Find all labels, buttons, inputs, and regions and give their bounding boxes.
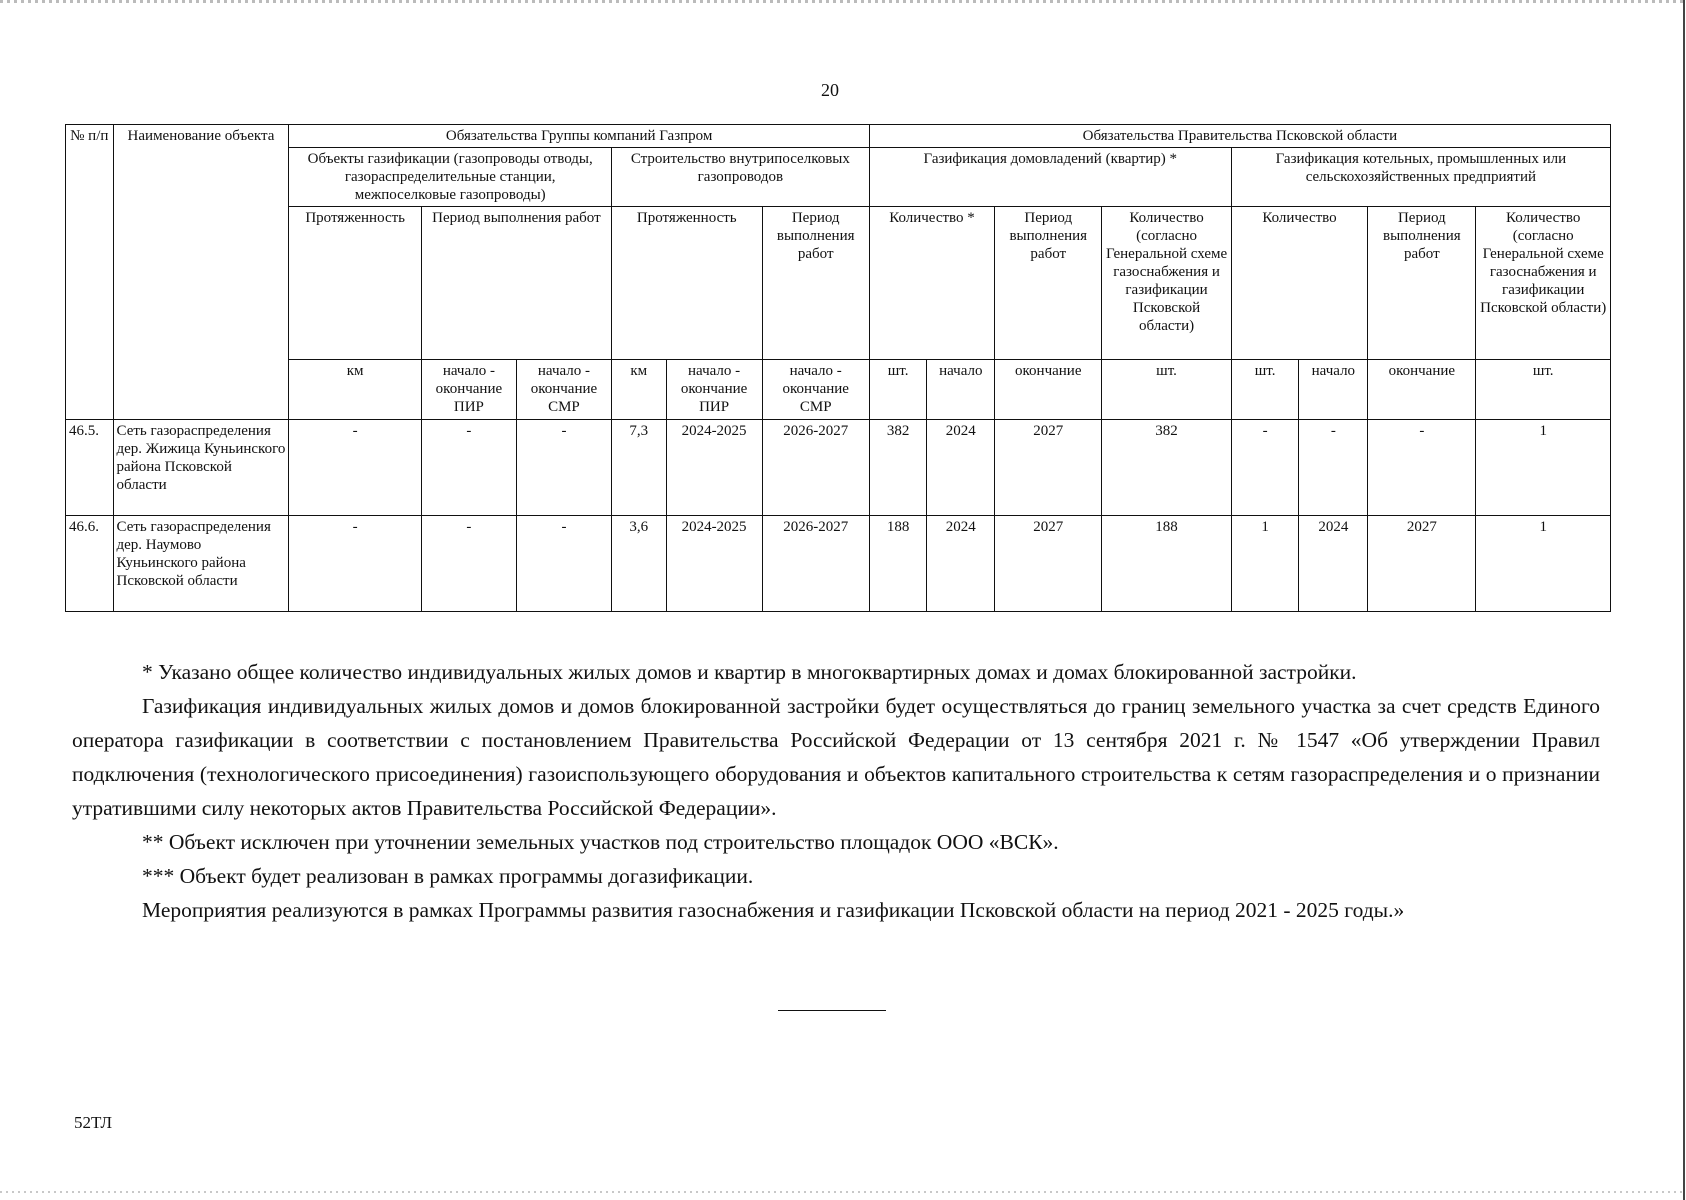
header-pskov: Обязательства Правительства Псковской области: [869, 125, 1610, 148]
note-households-count: * Указано общее количество индивидуальных жилых домов и квартир в многоквартирных домах и домах блокированной застройки.: [142, 660, 1357, 684]
cell: -: [1231, 420, 1299, 516]
header-quantity-star: Количество *: [869, 207, 994, 360]
cell: -: [1368, 420, 1476, 516]
cell: -: [421, 516, 516, 612]
header-row-units: [66, 360, 1611, 420]
unit-start-end-pir-2: начало - окончание ПИР: [666, 360, 762, 420]
unit-end: окончание: [995, 360, 1102, 420]
row-name: Сеть газораспределения дер. Наумово Куньинского района Псковской области: [113, 516, 289, 612]
cell: -: [289, 516, 421, 612]
scan-edge-top: [0, 0, 1686, 3]
page-number: 20: [821, 80, 839, 100]
unit-km: км: [289, 360, 421, 420]
cell: 188: [869, 516, 927, 612]
unit-pcs-2: шт.: [1102, 360, 1231, 420]
scan-edge-bottom: [0, 1191, 1686, 1193]
note-object-excluded: ** Объект исключен при уточнении земельных участков под строительство площадок ООО «ВСК».: [142, 830, 1059, 854]
header-boilers: Газификация котельных, промышленных или сельскохозяйственных предприятий: [1231, 148, 1610, 207]
unit-pcs-4: шт.: [1476, 360, 1611, 420]
unit-end-2: окончание: [1368, 360, 1476, 420]
unit-pcs: шт.: [869, 360, 927, 420]
header-row-3: [66, 207, 1611, 360]
cell: -: [289, 420, 421, 516]
unit-start-2: начало: [1299, 360, 1368, 420]
cell: 1: [1476, 420, 1611, 516]
unit-start-end-smr-2: начало - окончание СМР: [762, 360, 869, 420]
cell: 2027: [995, 420, 1102, 516]
header-name: Наименование объекта: [113, 125, 289, 420]
cell: 2024: [1299, 516, 1368, 612]
row-num: 46.5.: [66, 420, 114, 516]
header-length: Протяженность: [289, 207, 421, 360]
unit-start-end-smr: начало - окончание СМР: [516, 360, 611, 420]
cell: 1: [1476, 516, 1611, 612]
unit-pcs-3: шт.: [1231, 360, 1299, 420]
cell: 2027: [1368, 516, 1476, 612]
header-period-works-2: Период выполнения работ: [762, 207, 869, 360]
header-gazprom: Обязательства Группы компаний Газпром: [289, 125, 869, 148]
cell: 2024-2025: [666, 516, 762, 612]
closing-rule: [778, 1010, 886, 1011]
note-program: Мероприятия реализуются в рамках Программы развития газоснабжения и газификации Псковской области на период 2021 - 2025 годы.»: [142, 898, 1405, 922]
cell: -: [421, 420, 516, 516]
row-name: Сеть газораспределения дер. Жижица Куньинского района Псковской области: [113, 420, 289, 516]
header-period-works: Период выполнения работ: [421, 207, 611, 360]
cell: 2024: [927, 420, 995, 516]
header-length-2: Протяженность: [611, 207, 762, 360]
cell: 188: [1102, 516, 1231, 612]
cell: 2026-2027: [762, 420, 869, 516]
cell: 1: [1231, 516, 1299, 612]
header-construction: Строительство внутрипоселковых газопроводов: [611, 148, 869, 207]
cell: 2024-2025: [666, 420, 762, 516]
cell: -: [516, 516, 611, 612]
cell: 2027: [995, 516, 1102, 612]
header-period-works-3: Период выполнения работ: [995, 207, 1102, 360]
header-period-works-4: Период выполнения работ: [1368, 207, 1476, 360]
cell: 2024: [927, 516, 995, 612]
cell: -: [1299, 420, 1368, 516]
gasification-table: [65, 124, 1611, 612]
cell: -: [516, 420, 611, 516]
cell: 3,6: [611, 516, 666, 612]
header-num: № п/п: [66, 125, 114, 420]
unit-start-end-pir: начало - окончание ПИР: [421, 360, 516, 420]
header-quantity-scheme: Количество (согласно Генеральной схеме газоснабжения и газификации Псковской области): [1102, 207, 1231, 360]
note-gasification-funding: Газификация индивидуальных жилых домов и домов блокированной застройки будет осуществляться до границ земельного участка за счет средств Единого оператора газификации в соответствии с постановлением Правительства Российской Федерации от 13 сентября 2021 г. № 1547 «Об утверждении Правил подключения (технологического присоединения) газоиспользующего оборудования и объектов капитального строительства к сетям газораспределения и о признании утратившими силу некоторых актов Правительства Российской Федерации».: [72, 694, 1600, 820]
table-row: [66, 516, 1611, 612]
unit-start: начало: [927, 360, 995, 420]
note-additional-gasification: *** Объект будет реализован в рамках программы догазификации.: [142, 864, 754, 888]
scan-edge-right: [1683, 0, 1685, 1200]
table-row: [66, 420, 1611, 516]
header-row-2: [66, 148, 1611, 207]
header-quantity-scheme-2: Количество (согласно Генеральной схеме газоснабжения и газификации Псковской области): [1476, 207, 1611, 360]
cell: 7,3: [611, 420, 666, 516]
row-num: 46.6.: [66, 516, 114, 612]
cell: 2026-2027: [762, 516, 869, 612]
header-row-1: [66, 125, 1611, 148]
header-objects: Объекты газификации (газопроводы отводы, газораспределительные станции, межпоселковые газопроводы): [289, 148, 612, 207]
cell: 382: [1102, 420, 1231, 516]
document-code: 52ТЛ: [74, 1113, 113, 1132]
unit-km-2: км: [611, 360, 666, 420]
cell: 382: [869, 420, 927, 516]
footnotes: [72, 655, 1600, 927]
header-quantity: Количество: [1231, 207, 1367, 360]
header-households: Газификация домовладений (квартир) *: [869, 148, 1231, 207]
